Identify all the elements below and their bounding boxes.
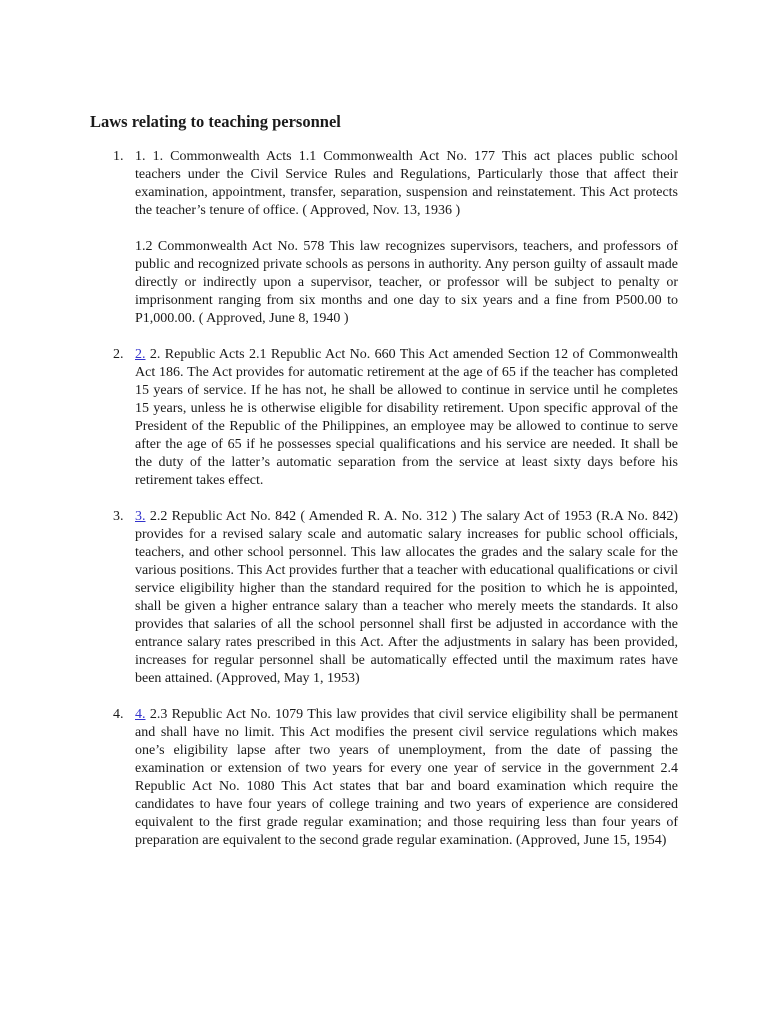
- list-item-number: 2.: [113, 347, 124, 362]
- list-item-paragraph: [135, 346, 678, 490]
- list-item-text: 2.3 Republic Act No. 1079 This law provides that civil service eligibility shall be permanent and shall have no limit. This Act modifies the present civil service regulations which makes one’s eligibility lapse after two years of unemployment, from the date of passing the examination or extension of two years for every one year of service in the government 2.4 Republic Act No. 1080 This Act states that bar and board examination which require the candidates to have four years of college training and two years of experience are considered equivalent to the first grade regular examination; and those requiring less than four years of preparation are equivalent to the second grade regular examination. (Approved, June 15, 1954): [135, 707, 679, 848]
- list-item-link[interactable]: 3.: [135, 509, 146, 524]
- laws-list: [90, 148, 678, 868]
- document-title: Laws relating to teaching personnel: [90, 112, 341, 131]
- list-item-number: 3.: [113, 509, 124, 524]
- list-item-paragraph: 1. 1. Commonwealth Acts 1.1 Commonwealth Act No. 177 This act places public school teachers under the Civil Service Rules and Regulations, Particularly those that affect their examination, appointment, transfer, separation, suspension and reinstatement. This Act protects the teacher’s tenure of office. ( Approved, Nov. 13, 1936 ): [135, 149, 678, 218]
- list-item: [90, 346, 678, 490]
- list-item-paragraph: [135, 706, 678, 850]
- list-item: [90, 706, 678, 850]
- list-item-number: 1.: [113, 149, 124, 164]
- list-item-number: 4.: [113, 707, 124, 722]
- list-item-link[interactable]: 4.: [135, 707, 146, 722]
- list-item-paragraph: 1.2 Commonwealth Act No. 578 This law recognizes supervisors, teachers, and professors of public and recognized private schools as persons in authority. Any person guilty of assault made directly or indirectly upon a supervisor, teacher, or professor will be subject to penalty or imprisonment ranging from six months and one day to six years and a fine from P500.00 to P1,000.00. ( Approved, June 8, 1940 ): [135, 239, 678, 326]
- list-item-link[interactable]: 2.: [135, 347, 146, 362]
- list-item-text: 2. Republic Acts 2.1 Republic Act No. 660 This Act amended Section 12 of Commonwealth Act 186. The Act provides for automatic retirement at the age of 65 if the teacher has completed 15 years of service. If he has not, he shall be allowed to continue in service until he completes 15 years, unless he is otherwise eligible for disability retirement. Upon specific approval of the President of the Republic of the Philippines, an employee may be allowed to continue to serve after the age of 65 if he possesses special qualifications and his service are needed. It shall be the duty of the latter’s automatic separation from the service at least sixty days before his retirement takes effect.: [135, 347, 679, 488]
- list-item-text: 2.2 Republic Act No. 842 ( Amended R. A. No. 312 ) The salary Act of 1953 (R.A No. 842) provides for a revised salary scale and automatic salary increases for public school officials, teachers, and other school personnel. This law allocates the grades and the salary scale for the various positions. This Act provides further that a teacher with educational qualifications or civil service eligibility higher than the standard required for the position to which he is appointed, shall be given a higher entrance salary than a teacher who merely meets the standards. It also provides that salaries of all the school personnel shall first be adjusted in accordance with the entrance salary rates prescribed in this Act. After the adjustments in salary has been provided, increases for regular personnel shall be automatically effected until the maximum rates have been attained. (Approved, May 1, 1953): [135, 509, 678, 686]
- list-item: [90, 508, 678, 688]
- list-item: [90, 148, 678, 328]
- list-item-paragraph: [135, 508, 678, 688]
